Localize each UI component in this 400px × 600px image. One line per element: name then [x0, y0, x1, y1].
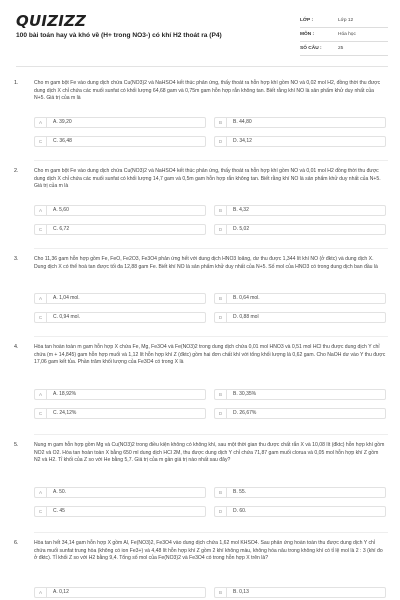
option-text: C. 36,48	[53, 138, 72, 144]
option-a[interactable]	[34, 205, 206, 216]
option-c[interactable]	[34, 136, 206, 147]
meta-key: LỚP :	[300, 18, 314, 23]
option-letter: C	[35, 409, 47, 418]
question-text: Hòa tan hoàn toàn m gam hỗn hợp X chứa Fe, Mg, Fe3O4 và Fe(NO3)2 trong dung dịch chứa 0,01 mol HNO3 và 0,51 mol HCl thu được dung dịch Y chỉ chứa (m + 14,845) gam hỗn hợp muối và 1,12 lít hỗn hợp khí Z (đktc) gồm hai đơn chất khí với tổng khối lượng là 0,62 gam. Cho NaOH dư vào Y thu được 17,06 gam kết tủa. Phần trăm khối lượng của Fe3O4 có trong X là	[34, 344, 386, 366]
option-text: A. 5,60	[53, 207, 69, 213]
question-separator	[34, 434, 388, 435]
option-a[interactable]	[34, 487, 206, 498]
meta-value: Lớp 12	[338, 18, 354, 23]
option-text: D. 0,88 mol	[233, 314, 259, 320]
option-text: C. 24,12%	[53, 410, 77, 416]
option-letter: A	[35, 390, 47, 399]
option-text: D. 34,12	[233, 138, 252, 144]
option-letter: B	[215, 390, 227, 399]
meta-key: SỐ CÂU :	[300, 46, 322, 51]
meta-row-count	[300, 42, 388, 56]
option-letter: B	[215, 206, 227, 215]
option-letter: D	[215, 507, 227, 516]
option-letter: A	[35, 588, 47, 597]
option-a[interactable]	[34, 117, 206, 128]
option-letter: D	[215, 225, 227, 234]
meta-value: 25	[338, 46, 344, 51]
question-separator	[34, 336, 388, 337]
question-3	[14, 256, 388, 328]
option-text: B. 4,32	[233, 207, 249, 213]
question-separator	[34, 160, 388, 161]
option-letter: C	[35, 225, 47, 234]
question-6	[14, 540, 388, 600]
question-number: 6.	[14, 540, 19, 546]
option-text: A. 18,92%	[53, 391, 77, 397]
question-separator	[34, 532, 388, 533]
header	[0, 0, 400, 70]
page-title: 100 bài toán hay và khó về (H+ trong NO3-) có khí H2 thoát ra (P4)	[16, 32, 222, 39]
meta-row-class	[300, 14, 388, 28]
question-1	[14, 80, 388, 152]
question-separator	[34, 248, 388, 249]
option-letter: C	[35, 137, 47, 146]
option-text: B. 44,80	[233, 119, 252, 125]
option-a[interactable]	[34, 389, 206, 400]
option-letter: A	[35, 118, 47, 127]
question-2	[14, 168, 388, 240]
question-text: Hòa tan hết 34,14 gam hỗn hợp X gồm Al, Fe(NO3)2, Fe3O4 vào dung dịch chứa 1,62 mol KHSO4. Sau phản ứng hoàn toàn thu được dung dịch Y chỉ chứa muối sunfat trung hòa (không có ion Fe3+) và 4,48 lít hỗn hợp khí Z gồm 2 khí không màu, không hóa nâu trong không khí có tỉ lệ mol là 2 : 3 (khí đo ở đktc). Tỉ khối Z so với H2 bằng 9,4. Tổng số mol của Fe(NO3)2 và Fe3O4 có trong hỗn hợp X trên là?	[34, 540, 383, 562]
meta-value: Hóa học	[338, 32, 356, 37]
option-b[interactable]	[214, 487, 386, 498]
option-text: D. 5,02	[233, 226, 250, 232]
option-b[interactable]	[214, 205, 386, 216]
option-text: A. 50.	[53, 489, 67, 495]
option-d[interactable]	[214, 136, 386, 147]
option-text: C. 45	[53, 508, 65, 514]
question-4	[14, 344, 388, 430]
option-c[interactable]	[34, 224, 206, 235]
meta-row-subject	[300, 28, 388, 42]
option-text: A. 1,04 mol.	[53, 295, 80, 301]
option-letter: B	[215, 118, 227, 127]
option-letter: D	[215, 313, 227, 322]
option-letter: B	[215, 294, 227, 303]
option-letter: D	[215, 409, 227, 418]
option-b[interactable]	[214, 293, 386, 304]
option-b[interactable]	[214, 117, 386, 128]
question-text: Cho m gam bột Fe vào dung dịch chứa Cu(NO3)2 và NaHSO4 kết thúc phản ứng, thấy thoát ra hỗn hợp khí gồm NO và 0,02 mol H2, đồng thời thu được dung dịch X chỉ chứa các muối sunfat có khối lượng 64,68 gam và 0,75m gam hỗn hợp rắn không tan. Biết rằng khí NO là sản phẩm khử duy nhất của N+5. Giá trị của m là	[34, 80, 381, 102]
question-text: Cho m gam bột Fe vào dung dịch chứa Cu(NO3)2 và NaHSO4 kết thúc phản ứng, thấy thoát ra hỗn hợp khí gồm NO và 0,01 mol H2 đồng thời thu được dung dịch X chỉ chứa các muối sunfat có khối lượng 14,7 gam và 0,5m gam hỗn hợp rắn không tan. Biết rằng khí NO là sản phẩm khử duy nhất của N+5. Giá trị của m là	[34, 168, 381, 190]
option-letter: C	[35, 313, 47, 322]
question-number: 2.	[14, 168, 19, 174]
option-letter: B	[215, 488, 227, 497]
option-a[interactable]	[34, 293, 206, 304]
option-text: D. 26,67%	[233, 410, 257, 416]
option-letter: A	[35, 488, 47, 497]
option-d[interactable]	[214, 506, 386, 517]
option-c[interactable]	[34, 506, 206, 517]
meta-table	[300, 14, 388, 56]
question-number: 3.	[14, 256, 19, 262]
option-text: B. 0,64 mol.	[233, 295, 260, 301]
option-d[interactable]	[214, 408, 386, 419]
option-text: C. 0,94 mol.	[53, 314, 80, 320]
header-divider	[16, 66, 388, 67]
question-5	[14, 442, 388, 528]
option-text: B. 0,13	[233, 589, 249, 595]
option-text: B. 55.	[233, 489, 247, 495]
question-number: 4.	[14, 344, 19, 350]
option-letter: A	[35, 206, 47, 215]
option-text: A. 0,12	[53, 589, 69, 595]
option-c[interactable]	[34, 312, 206, 323]
question-text: Cho 11,36 gam hỗn hợp gồm Fe, FeO, Fe2O3, Fe3O4 phản ứng hết với dung dịch HNO3 loãng, dư thu được 1,344 lít khí NO (ở đktc) và dung dịch X. Dung dịch X có thể hoà tan được tối đa 12,88 gam Fe. Biết khí NO là sản phẩm khử duy nhất của N+5. Số mol của HNO3 có trong dung dịch ban đầu là	[34, 256, 378, 270]
option-letter: C	[35, 507, 47, 516]
option-d[interactable]	[214, 312, 386, 323]
quizizz-logo: QUIZIZZ	[16, 12, 87, 30]
option-letter: A	[35, 294, 47, 303]
option-text: C. 6,72	[53, 226, 70, 232]
option-b[interactable]	[214, 389, 386, 400]
option-a[interactable]	[34, 587, 206, 598]
option-letter: D	[215, 137, 227, 146]
option-d[interactable]	[214, 224, 386, 235]
question-number: 1.	[14, 80, 19, 86]
option-text: B. 30,35%	[233, 391, 257, 397]
option-text: A. 39,20	[53, 119, 72, 125]
option-b[interactable]	[214, 587, 386, 598]
meta-key: MÔN :	[300, 32, 315, 37]
option-letter: B	[215, 588, 227, 597]
question-text: Nung m gam hỗn hợp gồm Mg và Cu(NO3)2 trong điều kiện không có không khí, sau một thời gian thu được chất rắn X và 10,08 lít (đktc) hỗn hợp khí gồm NO2 và O2. Hòa tan hoàn toàn X bằng 650 ml dung dịch HCl 2M, thu được dung dịch Y chỉ chứa 71,87 gam muối clorua và 0,05 mol hỗn hợp khí Z gồm N2 và H2. Tỉ khối của Z so với He bằng 5,7. Giá trị của m gần giá trị nào nhất sau đây?	[34, 442, 385, 464]
question-number: 5.	[14, 442, 19, 448]
option-c[interactable]	[34, 408, 206, 419]
option-text: D. 60.	[233, 508, 247, 514]
